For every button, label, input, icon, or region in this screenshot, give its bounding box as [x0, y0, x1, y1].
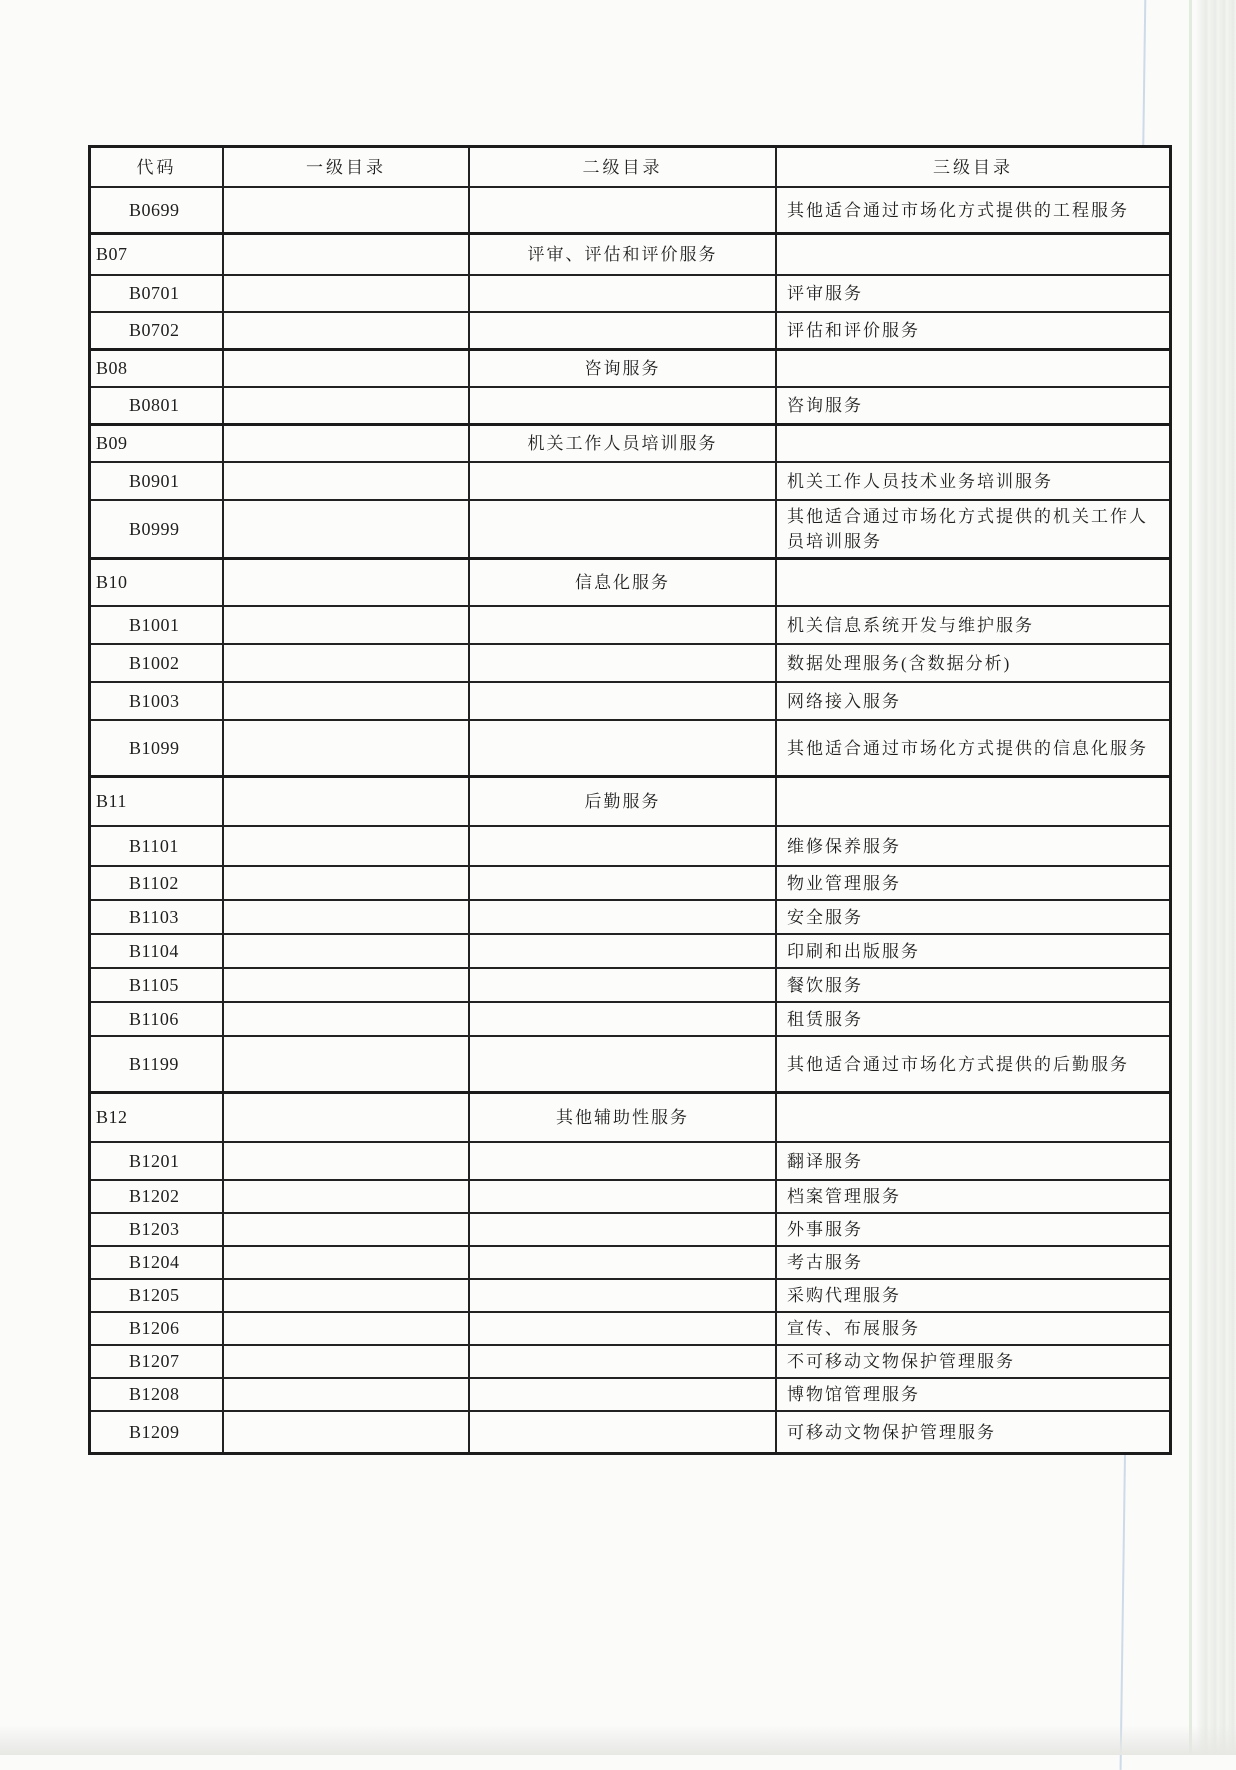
cell-code: B1207	[91, 1346, 224, 1377]
cell-code: B08	[91, 351, 224, 386]
table-row	[91, 899, 1169, 933]
table-row	[91, 499, 1169, 557]
cell-level1	[224, 645, 470, 681]
scan-artifact-right-shade	[1196, 0, 1203, 1755]
cell-level2	[470, 501, 777, 557]
table-row	[91, 311, 1169, 348]
table-row	[91, 825, 1169, 865]
cell-level1	[224, 1379, 470, 1410]
cell-code: B1201	[91, 1143, 224, 1179]
cell-level3: 评审服务	[787, 284, 863, 303]
cell-level1	[224, 969, 470, 1001]
cell-level1	[224, 1181, 470, 1212]
cell-code: B09	[91, 426, 224, 461]
cell-level3: 咨询服务	[787, 396, 863, 415]
cell-level3	[777, 1094, 1169, 1141]
cell-level3	[777, 560, 1169, 605]
cell-level1	[224, 683, 470, 719]
cell-level3	[777, 235, 1169, 274]
table-row	[91, 605, 1169, 643]
cell-level2	[470, 1280, 777, 1311]
cell-code: B1102	[91, 867, 224, 899]
column-header-code: 代码	[91, 148, 224, 186]
cell-level1	[224, 276, 470, 311]
cell-code: B1202	[91, 1181, 224, 1212]
cell-level3	[777, 778, 1169, 825]
cell-level3: 采购代理服务	[787, 1286, 901, 1305]
cell-level3: 网络接入服务	[787, 691, 901, 711]
cell-level1	[224, 188, 470, 232]
cell-code: B12	[91, 1094, 224, 1141]
table-row-section	[91, 348, 1169, 386]
cell-code: B1105	[91, 969, 224, 1001]
table-row-section	[91, 775, 1169, 825]
cell-level3: 餐饮服务	[787, 975, 863, 995]
table-row	[91, 386, 1169, 423]
cell-code: B07	[91, 235, 224, 274]
cell-level2	[470, 1214, 777, 1245]
table-row	[91, 681, 1169, 719]
table-row	[91, 274, 1169, 311]
table-row-section	[91, 232, 1169, 274]
cell-level1	[224, 1094, 470, 1141]
cell-level3	[777, 426, 1169, 461]
cell-level2	[470, 1181, 777, 1212]
table-row	[91, 1212, 1169, 1245]
cell-level2: 评审、评估和评价服务	[470, 235, 777, 274]
cell-level1	[224, 1143, 470, 1179]
cell-level1	[224, 901, 470, 933]
cell-code: B0702	[91, 313, 224, 348]
cell-level2	[470, 935, 777, 967]
classification-table	[88, 145, 1172, 1455]
cell-level1	[224, 867, 470, 899]
table-row	[91, 865, 1169, 899]
table-row	[91, 1410, 1169, 1452]
cell-level1	[224, 463, 470, 499]
table-row-section	[91, 557, 1169, 605]
cell-level2	[470, 1143, 777, 1179]
cell-code: B1101	[91, 827, 224, 865]
cell-level2	[470, 1003, 777, 1035]
cell-code: B1103	[91, 901, 224, 933]
cell-level3: 可移动文物保护管理服务	[787, 1422, 996, 1442]
cell-level2	[470, 683, 777, 719]
column-header-level2: 二级目录	[470, 148, 777, 186]
cell-level2	[470, 1379, 777, 1410]
cell-code: B1003	[91, 683, 224, 719]
cell-code: B0699	[91, 188, 224, 232]
table-row	[91, 1141, 1169, 1179]
cell-level2: 机关工作人员培训服务	[470, 426, 777, 461]
cell-code: B1205	[91, 1280, 224, 1311]
cell-level1	[224, 1412, 470, 1452]
cell-level1	[224, 1214, 470, 1245]
cell-level3: 其他适合通过市场化方式提供的后勤服务	[787, 1054, 1129, 1074]
cell-level3: 档案管理服务	[787, 1187, 901, 1206]
cell-level3: 外事服务	[787, 1220, 863, 1239]
cell-level3: 物业管理服务	[787, 873, 901, 893]
table-row	[91, 719, 1169, 775]
cell-level2	[470, 188, 777, 232]
cell-level3: 机关信息系统开发与维护服务	[787, 615, 1034, 635]
cell-level1	[224, 388, 470, 423]
cell-level1	[224, 560, 470, 605]
cell-code: B11	[91, 778, 224, 825]
cell-level2	[470, 867, 777, 899]
cell-level3: 考古服务	[787, 1253, 863, 1272]
cell-level2: 后勤服务	[470, 778, 777, 825]
cell-code: B1208	[91, 1379, 224, 1410]
cell-code: B0801	[91, 388, 224, 423]
cell-level1	[224, 313, 470, 348]
table-row-section	[91, 1091, 1169, 1141]
cell-level2	[470, 1313, 777, 1344]
column-header-level1: 一级目录	[224, 148, 470, 186]
table-row	[91, 1344, 1169, 1377]
cell-code: B1001	[91, 607, 224, 643]
scan-artifact-green-line	[1189, 0, 1192, 1755]
cell-level2	[470, 1247, 777, 1278]
table-row	[91, 186, 1169, 232]
cell-level3	[777, 351, 1169, 386]
table-row	[91, 1311, 1169, 1344]
cell-level1	[224, 1313, 470, 1344]
scan-artifact-right-band	[1203, 0, 1236, 1755]
cell-level2: 其他辅助性服务	[470, 1094, 777, 1141]
cell-level3: 其他适合通过市场化方式提供的工程服务	[787, 200, 1129, 220]
table-body	[91, 186, 1169, 1452]
cell-level1	[224, 351, 470, 386]
cell-level1	[224, 1247, 470, 1278]
cell-code: B0701	[91, 276, 224, 311]
cell-level2	[470, 901, 777, 933]
cell-code: B1002	[91, 645, 224, 681]
cell-level2	[470, 313, 777, 348]
cell-level3: 评估和评价服务	[787, 321, 920, 340]
cell-level1	[224, 235, 470, 274]
table-row-section	[91, 423, 1169, 461]
table-row	[91, 1245, 1169, 1278]
cell-level3: 租赁服务	[787, 1009, 863, 1029]
cell-code: B10	[91, 560, 224, 605]
cell-level2	[470, 1412, 777, 1452]
cell-level2	[470, 463, 777, 499]
cell-level3: 维修保养服务	[787, 836, 901, 856]
cell-level2	[470, 969, 777, 1001]
cell-level2	[470, 1037, 777, 1091]
cell-level3: 数据处理服务(含数据分析)	[787, 653, 1012, 673]
cell-level1	[224, 426, 470, 461]
paper-bottom-shade	[0, 1725, 1236, 1755]
cell-level1	[224, 1280, 470, 1311]
cell-code: B1199	[91, 1037, 224, 1091]
cell-level2	[470, 388, 777, 423]
cell-level2	[470, 1346, 777, 1377]
table-row	[91, 461, 1169, 499]
cell-level3: 安全服务	[787, 907, 863, 927]
cell-level2: 信息化服务	[470, 560, 777, 605]
cell-code: B0901	[91, 463, 224, 499]
cell-level3: 机关工作人员技术业务培训服务	[787, 471, 1053, 491]
cell-level1	[224, 721, 470, 775]
cell-level2: 咨询服务	[470, 351, 777, 386]
cell-code: B1204	[91, 1247, 224, 1278]
cell-level1	[224, 501, 470, 557]
cell-level3: 其他适合通过市场化方式提供的机关工作人员培训服务	[787, 507, 1148, 551]
cell-level2	[470, 607, 777, 643]
cell-code: B1099	[91, 721, 224, 775]
cell-level3: 不可移动文物保护管理服务	[787, 1352, 1015, 1371]
column-header-level3: 三级目录	[933, 157, 1013, 177]
table-row	[91, 1001, 1169, 1035]
cell-level1	[224, 827, 470, 865]
cell-level3: 翻译服务	[787, 1151, 863, 1171]
cell-level2	[470, 721, 777, 775]
cell-level1	[224, 1003, 470, 1035]
cell-level1	[224, 1037, 470, 1091]
cell-level3: 印刷和出版服务	[787, 941, 920, 961]
cell-code: B1209	[91, 1412, 224, 1452]
cell-level1	[224, 778, 470, 825]
table-row	[91, 1278, 1169, 1311]
table-row	[91, 933, 1169, 967]
cell-level2	[470, 645, 777, 681]
table-row	[91, 643, 1169, 681]
cell-level2	[470, 276, 777, 311]
cell-code: B1203	[91, 1214, 224, 1245]
cell-level1	[224, 1346, 470, 1377]
table-header-row	[91, 148, 1169, 186]
cell-level3: 博物馆管理服务	[787, 1385, 920, 1404]
cell-code: B1104	[91, 935, 224, 967]
cell-level3: 宣传、布展服务	[787, 1319, 920, 1338]
cell-code: B0999	[91, 501, 224, 557]
cell-level1	[224, 935, 470, 967]
cell-code: B1206	[91, 1313, 224, 1344]
table-row	[91, 1377, 1169, 1410]
cell-level3: 其他适合通过市场化方式提供的信息化服务	[787, 738, 1148, 758]
table-row	[91, 967, 1169, 1001]
cell-level1	[224, 607, 470, 643]
cell-code: B1106	[91, 1003, 224, 1035]
cell-level2	[470, 827, 777, 865]
table-row	[91, 1179, 1169, 1212]
table-row	[91, 1035, 1169, 1091]
